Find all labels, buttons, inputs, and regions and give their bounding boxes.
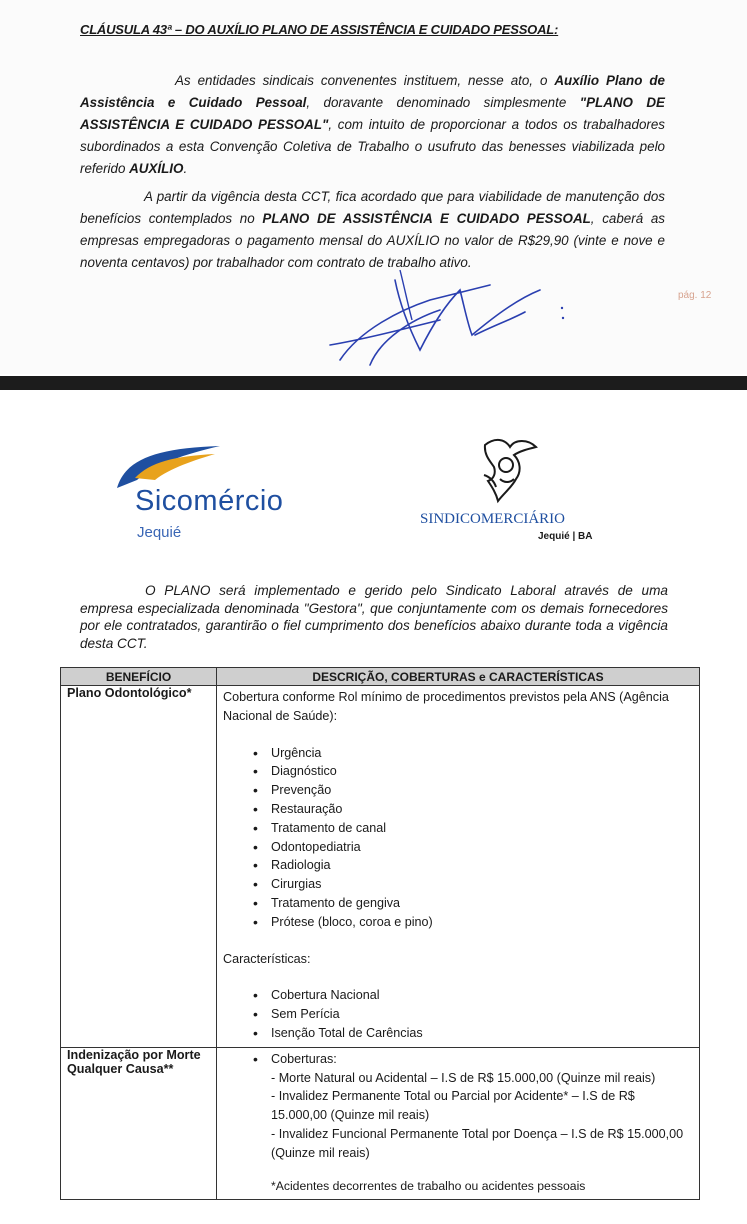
footnote: *Acidentes decorrentes de trabalho ou acidentes pessoais — [271, 1178, 586, 1193]
sicomercio-logo — [105, 440, 345, 550]
sindicomerciario-city: Jequié | BA — [538, 531, 593, 542]
handwritten-signature — [300, 250, 600, 370]
page-divider — [0, 376, 747, 390]
list-item: • Diagnóstico — [253, 762, 693, 781]
sicomercio-name: Sicomércio — [135, 485, 284, 517]
column-header-description: DESCRIÇÃO, COBERTURAS e CARACTERÍSTICAS — [217, 668, 700, 686]
clause-title: CLÁUSULA 43ª – DO AUXÍLIO PLANO DE ASSISTÊNCIA E CUIDADO PESSOAL: — [80, 22, 559, 37]
paragraph-text: . — [183, 161, 188, 176]
benefit-description — [217, 1047, 700, 1200]
list-item: • Urgência — [253, 744, 693, 763]
paragraph-bold-text: Auxílio Plano de Assistência e Cuidado Pessoal — [80, 73, 665, 110]
list-item: • Tratamento de canal — [253, 819, 693, 838]
list-item: • Cobertura Nacional — [253, 986, 693, 1005]
benefit-description — [217, 686, 700, 1048]
list-item: • Coberturas: — [253, 1050, 693, 1069]
list-item: • Cirurgias — [253, 875, 693, 894]
features-label: Características: — [223, 951, 311, 966]
coverage-item: - Invalidez Permanente Total ou Parcial por Acidente* – I.S de R$ 15.000,00 (Quinze mil reais) — [271, 1089, 635, 1123]
features-list — [253, 986, 693, 1042]
paragraph-text: As entidades sindicais convenentes instituem, nesse ato, o — [175, 73, 555, 88]
paragraph-text: , caberá as empresas empregadoras o pagamento mensal do AUXÍLIO no valor de R$29,90 (vinte e nove e noventa centavos) por trabalhador com contrato de trabalho ativo. — [80, 211, 665, 270]
sicomercio-city: Jequié — [137, 524, 182, 541]
sindicomerciario-logo — [420, 435, 600, 555]
table-row-death-indemnity — [61, 1047, 700, 1200]
paragraph-bold-text: "PLANO DE ASSISTÊNCIA E CUIDADO PESSOAL" — [80, 95, 665, 132]
benefits-table — [60, 667, 700, 1200]
list-item: • Sem Perícia — [253, 1005, 693, 1024]
paragraph-bold-text: PLANO DE ASSISTÊNCIA E CUIDADO PESSOAL — [262, 211, 591, 226]
list-item: • Radiologia — [253, 856, 693, 875]
plan-intro-paragraph — [80, 582, 668, 652]
list-item: • Isenção Total de Carências — [253, 1024, 693, 1043]
coverage-intro: Cobertura conforme Rol mínimo de procedimentos previstos pela ANS (Agência Nacional de Saúde): — [223, 690, 669, 723]
benefit-name: Indenização por Morte Qualquer Causa** — [61, 1047, 217, 1200]
list-item: • Tratamento de gengiva — [253, 894, 693, 913]
page-number: pág. 12 — [678, 290, 712, 301]
coverages-list — [253, 1050, 693, 1069]
sindicomerciario-name: SINDICOMERCIÁRIO — [420, 511, 566, 527]
document-page-12 — [0, 0, 747, 374]
mercury-emblem-icon — [470, 435, 540, 505]
table-row-dental-plan — [61, 686, 700, 1048]
coverage-item: - Invalidez Funcional Permanente Total por Doença – I.S de R$ 15.000,00 (Quinze mil reais) — [271, 1126, 684, 1160]
benefit-name: Plano Odontológico* — [61, 686, 217, 1048]
document-page-13 — [0, 390, 747, 1224]
table-header-row — [61, 668, 700, 686]
intro-text: O PLANO será implementado e gerido pelo Sindicato Laboral através de uma empresa especializada denominada "Gestora", que conjuntamente com os demais fornecedores por ele contratados, garantirão o fiel cumprimento dos benefícios abaixo durante toda a vigência desta CCT. — [80, 583, 668, 651]
coverage-item: - Morte Natural ou Acidental – I.S de R$ 15.000,00 (Quinze mil reais) — [271, 1070, 656, 1085]
column-header-benefit: BENEFÍCIO — [61, 668, 217, 686]
paragraph-bold-text: AUXÍLIO — [129, 161, 184, 176]
list-item: • Odontopediatria — [253, 838, 693, 857]
list-item: • Prevenção — [253, 781, 693, 800]
paragraph-text: , com intuito de proporcionar a todos os trabalhadores subordinados a esta Convenção Coletiva de Trabalho o usufruto das benesses viabilizada pelo referido — [80, 117, 665, 176]
paragraph-text: , doravante denominado simplesmente — [306, 95, 580, 110]
clause-paragraph-1 — [80, 70, 665, 180]
paragraph-text: A partir da vigência desta CCT, fica acordado que para viabilidade de manutenção dos benefícios contemplados no — [80, 189, 665, 226]
sicomercio-swoosh-icon — [115, 440, 225, 490]
procedures-list — [253, 744, 693, 932]
list-item: • Restauração — [253, 800, 693, 819]
list-item: • Prótese (bloco, coroa e pino) — [253, 913, 693, 932]
